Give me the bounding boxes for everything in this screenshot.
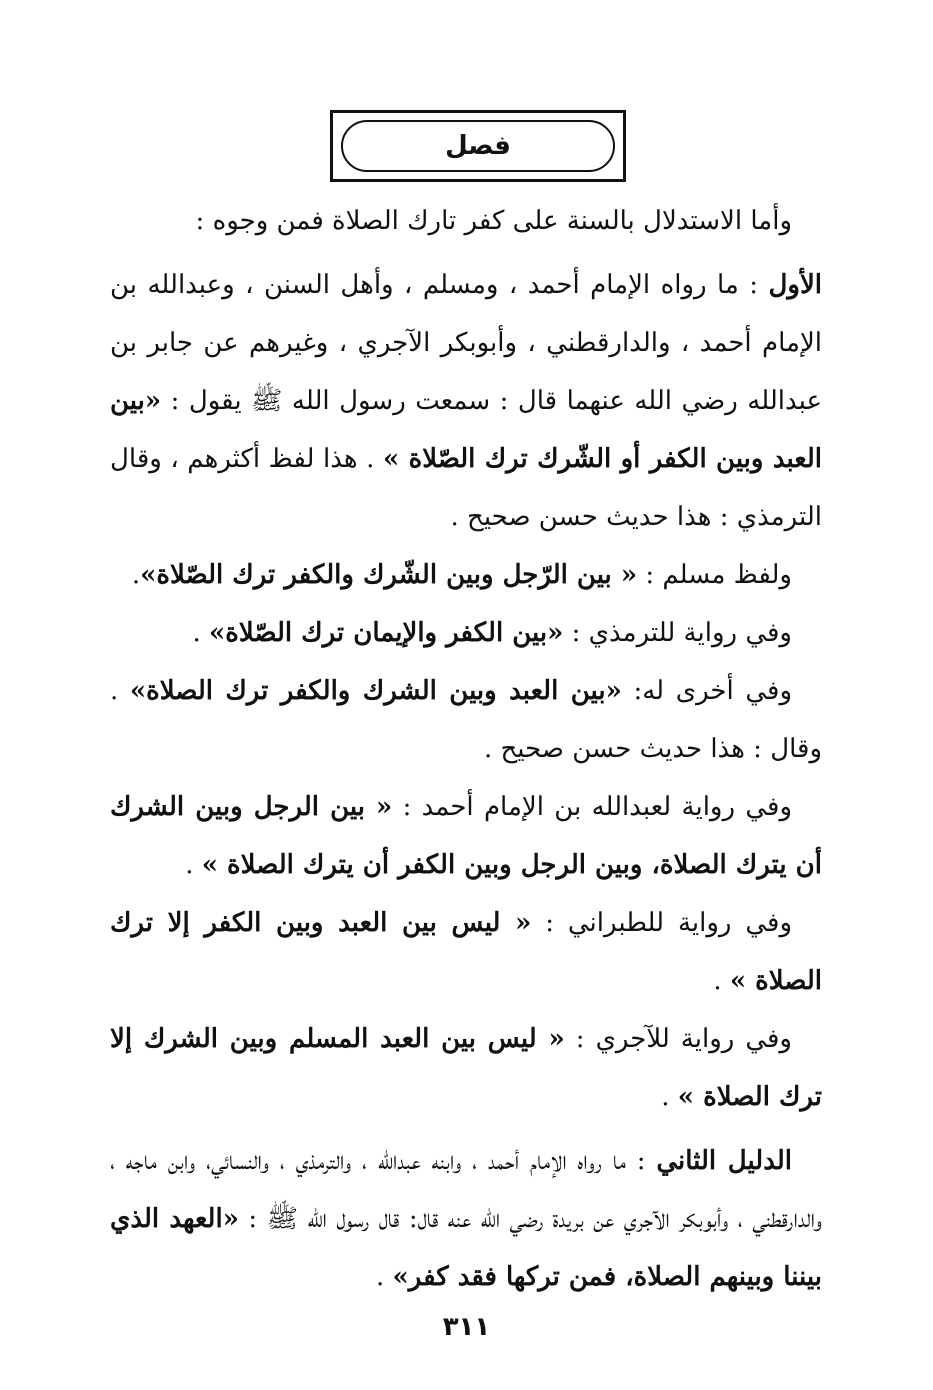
section-title: فصل bbox=[445, 131, 511, 161]
body-text bbox=[110, 192, 822, 1306]
page-number: ٣١١ bbox=[442, 1312, 491, 1342]
first-evidence-lead: الأول bbox=[768, 270, 822, 300]
paragraph-muslim-wording bbox=[110, 546, 822, 604]
abdullah-narration-text: وفي رواية لعبدالله بن الإمام أحمد : bbox=[392, 792, 792, 822]
ajurri-narration-end: . bbox=[661, 1082, 678, 1112]
ajurri-narration-text: وفي رواية للآجري : bbox=[564, 1024, 792, 1054]
tirmidhi-narration-end: . bbox=[192, 618, 210, 648]
second-evidence-end: . bbox=[375, 1262, 393, 1292]
paragraph-first-evidence bbox=[110, 256, 822, 546]
paragraph-another-narration bbox=[110, 662, 822, 778]
muslim-wording-text: ولفظ مسلم : bbox=[637, 560, 792, 590]
section-title-frame bbox=[330, 110, 626, 182]
ajurri-narration-quote: « ليس بين العبد المسلم وبين الشرك إلا ترك الصلاة » bbox=[110, 1024, 822, 1112]
tabarani-narration-text: وفي رواية للطبراني : bbox=[531, 908, 792, 938]
tabarani-narration-quote: « ليس بين العبد وبين الكفر إلا ترك الصلاة » bbox=[110, 908, 822, 996]
muslim-wording-quote: « بين الرّجل وبين الشّرك والكفر ترك الصّلاة» bbox=[140, 560, 638, 590]
paragraph-tabarani-narration bbox=[110, 894, 822, 1010]
first-evidence-text: : ما رواه الإمام أحمد ، ومسلم ، وأهل السنن ، وعبدالله بن الإمام أحمد ، والدارقطني ، وأبوبكر الآجري ، وغيرهم عن جابر بن عبدالله رضي الله عنهما قال : سمعت رسول الله ﷺ يقول : bbox=[110, 270, 822, 416]
intro-text: وأما الاستدلال بالسنة على كفر تارك الصلاة فمن وجوه : bbox=[195, 206, 792, 236]
first-evidence-quote: «بين العبد وبين الكفر أو الشّرك ترك الصّلاة » bbox=[110, 386, 822, 474]
second-evidence-quote: «العهد الذي بيننا وبينهم الصلاة، فمن تركها فقد كفر» bbox=[110, 1204, 822, 1292]
section-title-inner-frame bbox=[341, 120, 615, 172]
muslim-wording-end: . bbox=[131, 560, 141, 590]
another-narration-text: وفي أخرى له: bbox=[621, 676, 792, 706]
abdullah-narration-quote: « بين الرجل وبين الشرك أن يترك الصلاة، وبين الرجل وبين الكفر أن يترك الصلاة » bbox=[110, 792, 822, 880]
abdullah-narration-end: . bbox=[185, 850, 202, 880]
paragraph-ajurri-narration bbox=[110, 1010, 822, 1126]
tirmidhi-narration-quote: «بين الكفر والإيمان ترك الصّلاة» bbox=[209, 618, 564, 648]
paragraph-second-evidence bbox=[110, 1132, 822, 1306]
tirmidhi-narration-text: وفي رواية للترمذي : bbox=[563, 618, 792, 648]
another-narration-quote: «بين العبد وبين الشرك والكفر ترك الصلاة» bbox=[129, 676, 622, 706]
paragraph-abdullah-narration bbox=[110, 778, 822, 894]
second-evidence-lead: الدليل الثاني bbox=[656, 1146, 793, 1176]
second-evidence-text: : ما رواه الإمام أحمد ، وابنه عبدالله ، والترمذي ، والنسائي، وابن ماجه ، والدارقطني ، وأبوبكر الآجري عن بريدة رضي الله عنه قال: قال رسول الله ﷺ : bbox=[110, 1146, 822, 1234]
tabarani-narration-end: . bbox=[713, 966, 730, 996]
first-evidence-end: . هذا لفظ أكثرهم ، وقال الترمذي : هذا حديث حسن صحيح . bbox=[110, 444, 822, 532]
intro-paragraph bbox=[110, 192, 822, 250]
paragraph-tirmidhi-narration bbox=[110, 604, 822, 662]
another-narration-end: . وقال : هذا حديث حسن صحيح . bbox=[110, 676, 822, 764]
